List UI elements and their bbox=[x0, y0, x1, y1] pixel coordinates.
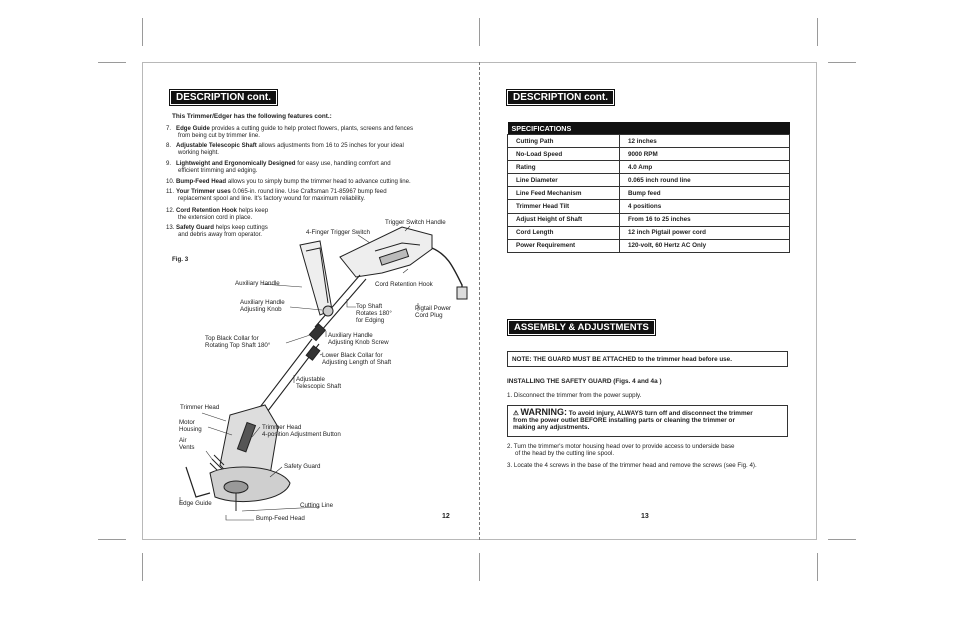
callout-auxiliary-handle: Auxiliary Handle bbox=[235, 280, 280, 287]
crop-mark bbox=[142, 18, 143, 46]
page-number-right: 13 bbox=[641, 513, 649, 520]
spec-row bbox=[508, 174, 790, 187]
feature-text: 0.065-in. round line. Use Craftsman 71-85967 bump feed bbox=[230, 188, 387, 195]
callout-bump-feed-head: Bump-Feed Head bbox=[256, 515, 305, 522]
crop-mark bbox=[98, 539, 126, 540]
callout-top-black-collar: Top Black Collar for Rotating Top Shaft 180° bbox=[205, 335, 271, 349]
spec-value: 4.0 Amp bbox=[620, 161, 790, 174]
spec-value: 9000 RPM bbox=[620, 148, 790, 161]
feature-text-cont: and debris away from operator. bbox=[178, 231, 263, 239]
feature-number: 8. bbox=[166, 142, 172, 149]
step-2-line-2: of the head by the cutting line spool. bbox=[515, 450, 615, 458]
feature-text-cont: efficient trimming and edging. bbox=[178, 167, 258, 175]
crop-mark bbox=[828, 539, 856, 540]
spec-value: 120-volt, 60 Hertz AC Only bbox=[620, 239, 790, 252]
spec-row bbox=[508, 213, 790, 226]
feature-item bbox=[166, 142, 456, 156]
feature-name: Lightweight and Ergonomically Designed bbox=[176, 160, 296, 167]
step-3: 3. Locate the 4 screws in the base of the trimmer head and remove the screws (see Fig. 4). bbox=[507, 462, 757, 469]
guard-note: NOTE: THE GUARD MUST BE ATTACHED to the trimmer head before use. bbox=[507, 351, 788, 367]
crop-mark bbox=[817, 553, 818, 581]
spec-name: Cord Length bbox=[508, 226, 620, 239]
top-black-collar bbox=[309, 324, 325, 340]
spec-name: Line Diameter bbox=[508, 174, 620, 187]
callout-trimmer-head: Trimmer Head bbox=[180, 404, 220, 411]
callout-lower-black-collar: Lower Black Collar for Adjusting Length of Shaft bbox=[322, 352, 392, 366]
feature-item bbox=[166, 160, 456, 174]
figure-label: Fig. 3 bbox=[172, 256, 189, 263]
callout-top-shaft: Top Shaft Rotates 180° for Edging bbox=[356, 303, 392, 324]
warning-text-3: making any adjustments. bbox=[513, 424, 590, 431]
callout-adjustable-telescopic-shaft: Adjustable Telescopic Shaft bbox=[296, 376, 342, 390]
auxiliary-handle bbox=[300, 241, 332, 315]
aux-handle-knob bbox=[323, 306, 333, 316]
callout-aux-handle-adjusting-knob: Auxiliary Handle Adjusting Knob bbox=[240, 299, 285, 313]
feature-text: helps keep cuttings bbox=[213, 224, 268, 231]
feature-name: Safety Guard bbox=[176, 224, 214, 231]
warning-icon: ⚠ bbox=[513, 410, 519, 417]
spec-name: Power Requirement bbox=[508, 239, 620, 252]
spec-name: Line Feed Mechanism bbox=[508, 187, 620, 200]
callout-trigger-switch-handle: Trigger Switch Handle bbox=[385, 219, 446, 226]
step-1: 1. Disconnect the trimmer from the power supply. bbox=[507, 392, 642, 399]
center-fold-line bbox=[479, 62, 480, 540]
feature-name: Cord Retention Hook bbox=[176, 207, 237, 214]
spec-row bbox=[508, 148, 790, 161]
callout-safety-guard: Safety Guard bbox=[284, 463, 321, 470]
specifications-title: SPECIFICATIONS bbox=[508, 122, 790, 135]
spec-value: From 16 to 25 inches bbox=[620, 213, 790, 226]
feature-name: Bump-Feed Head bbox=[176, 178, 227, 185]
installing-heading: INSTALLING THE SAFETY GUARD (Figs. 4 and 4a ) bbox=[507, 378, 662, 385]
feature-text-cont: working height. bbox=[178, 149, 219, 157]
feature-number: 12. bbox=[166, 207, 175, 214]
callout-air-vents: Air Vents bbox=[179, 437, 195, 451]
feature-text-cont: from being cut by trimmer line. bbox=[178, 132, 260, 140]
callout-motor-housing: Motor Housing bbox=[179, 419, 202, 433]
spec-row bbox=[508, 161, 790, 174]
feature-name: Your Trimmer uses bbox=[176, 188, 231, 195]
crop-mark bbox=[142, 553, 143, 581]
spec-name: Rating bbox=[508, 161, 620, 174]
left-section-heading: DESCRIPTION cont. bbox=[171, 91, 276, 104]
warning-text-2: from the power outlet BEFORE installing parts or cleaning the trimmer or bbox=[513, 417, 735, 424]
spec-row bbox=[508, 135, 790, 148]
callout-trimmer-head-4-position: Trimmer Head 4-position Adjustment Button bbox=[262, 424, 341, 438]
feature-text-cont: the extension cord in place. bbox=[178, 214, 253, 222]
specifications-table bbox=[507, 122, 790, 253]
center-fold-mark bbox=[479, 18, 480, 46]
crop-mark bbox=[817, 18, 818, 46]
warning-text: To avoid injury, ALWAYS turn off and disconnect the trimmer bbox=[567, 410, 753, 417]
callout-4-finger-trigger: 4-Finger Trigger Switch bbox=[306, 229, 370, 236]
step-2 bbox=[507, 443, 792, 457]
callout-aux-handle-adjusting-knob-screw: Auxiliary Handle Adjusting Knob Screw bbox=[328, 332, 389, 346]
feature-text: allows adjustments from 16 to 25 inches for your ideal bbox=[256, 142, 404, 149]
feature-item bbox=[166, 188, 456, 202]
edge-guide bbox=[186, 467, 210, 497]
spec-value: 0.065 inch round line bbox=[620, 174, 790, 187]
feature-name: Edge Guide bbox=[176, 125, 210, 132]
feature-text: for easy use, handling comfort and bbox=[295, 160, 391, 167]
right-section-heading: DESCRIPTION cont. bbox=[508, 91, 613, 104]
callout-edge-guide: Edge Guide bbox=[179, 500, 212, 507]
spec-name: Trimmer Head Tilt bbox=[508, 200, 620, 213]
spec-value: 12 inch Pigtail power cord bbox=[620, 226, 790, 239]
center-fold-mark bbox=[479, 553, 480, 581]
feature-text: provides a cutting guide to help protect flowers, plants, screens and fences bbox=[209, 125, 414, 132]
spec-row bbox=[508, 187, 790, 200]
spec-value: Bump feed bbox=[620, 187, 790, 200]
spec-row bbox=[508, 226, 790, 239]
spec-row bbox=[508, 239, 790, 252]
callout-cord-retention-hook: Cord Retention Hook bbox=[375, 281, 433, 288]
pigtail-plug bbox=[457, 287, 467, 299]
spec-value: 12 inches bbox=[620, 135, 790, 148]
safety-guard bbox=[210, 467, 290, 502]
callout-cutting-line: Cutting Line bbox=[300, 502, 334, 509]
feature-text: helps keep bbox=[236, 207, 269, 214]
spec-row bbox=[508, 200, 790, 213]
feature-name: Adjustable Telescopic Shaft bbox=[176, 142, 257, 149]
crop-mark bbox=[828, 62, 856, 63]
warning-word: WARNING: bbox=[520, 407, 568, 417]
feature-item bbox=[166, 125, 456, 139]
spec-name: No-Load Speed bbox=[508, 148, 620, 161]
feature-number: 13. bbox=[166, 224, 175, 231]
callout-pigtail-power-cord-plug: Pigtail Power Cord Plug bbox=[415, 305, 452, 319]
spool bbox=[224, 481, 248, 493]
feature-number: 11. bbox=[166, 188, 175, 195]
feature-number: 9. bbox=[166, 160, 172, 167]
trimmer-illustration bbox=[170, 215, 470, 525]
feature-number: 10. bbox=[166, 178, 175, 185]
feature-text-cont: replacement spool and line. It's factory wound for maximum reliability. bbox=[178, 195, 365, 203]
step-2-line-1: 2. Turn the trimmer's motor housing head over to provide access to underside base bbox=[507, 443, 735, 450]
feature-item bbox=[166, 178, 456, 185]
feature-text: allows you to simply bump the trimmer head to advance cutting line. bbox=[226, 178, 411, 185]
spec-value: 4 positions bbox=[620, 200, 790, 213]
crop-mark bbox=[98, 62, 126, 63]
spec-name: Cutting Path bbox=[508, 135, 620, 148]
spec-name: Adjust Height of Shaft bbox=[508, 213, 620, 226]
feature-number: 7. bbox=[166, 125, 172, 132]
assembly-heading: ASSEMBLY & ADJUSTMENTS bbox=[509, 321, 654, 334]
features-intro: This Trimmer/Edger has the following features cont.: bbox=[172, 113, 332, 120]
warning-box bbox=[507, 405, 788, 437]
page-number-left: 12 bbox=[442, 513, 450, 520]
